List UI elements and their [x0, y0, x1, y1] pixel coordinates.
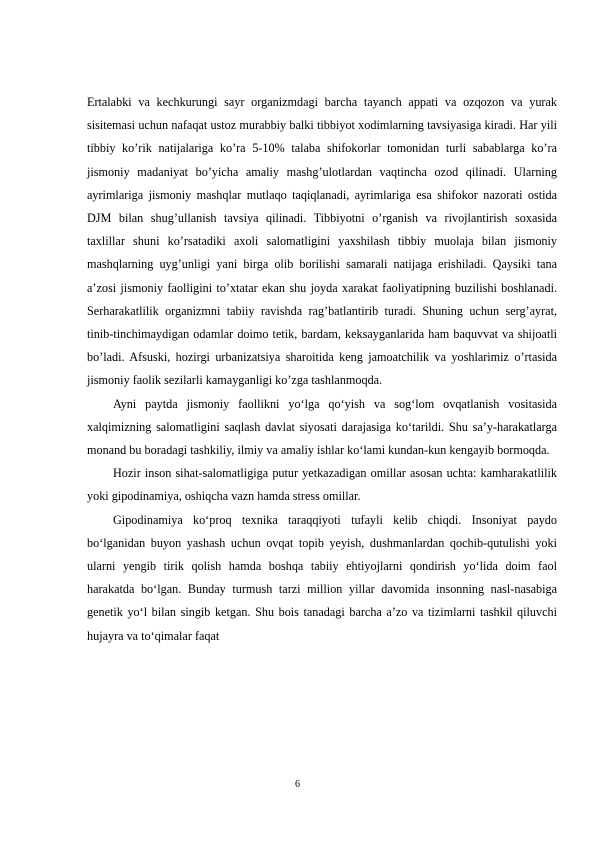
page-number: 6 [295, 779, 300, 790]
body-text [87, 91, 557, 648]
paragraph-3: Hozir inson sihat-salomatligiga putur yetkazadigan omillar asosan uchta: kamharakatlilik yoki gipodinamiya, oshiqcha vazn hamda stress omillar. [87, 466, 557, 504]
paragraph-4: Gipodinamiya ko‘proq texnika taraqqiyoti tufayli kelib chiqdi. Insoniyat paydo bo‘lganidan buyon yashash uchun ovqat topib yeyish, dushmanlardan qochib-qutulishi yoki ularni yengib tirik qolish hamda boshqa tabiiy ehtiyojlarni qondirish yo‘lida doim faol harakatda bo‘lgan. Bunday turmush tarzi million yillar davomida insonning nasl-nasabiga genetik yo‘l bilan singib ketgan. Shu bois tanadagi barcha a’zo va tizimlarni tashkil qiluvchi hujayra va to‘qimalar faqat [87, 512, 557, 643]
paragraph-1: Ertalabki va kechkurungi sayr organizmdagi barcha tayanch appati va ozqozon va yurak sisitemasi uchun nafaqat ustoz murabbiy balki tibbiyot xodimlarning tavsiyasiga kiradi. Har yili tibbiy ko’rik natijalariga ko’ra 5-10% talaba shifokorlar tomonidan turli sabablarga ko’ra jismoniy madaniyat bo’yicha amaliy mashg’ulotlardan vaqtincha ozod qilinadi. Ularning ayrimlariga jismoniy mashqlar mutlaqo taqiqlanadi, ayrimlariga esa shifokor nazorati ostida DJM bilan shug’ullanish tavsiya qilinadi. Tibbiyotni o’rganish va rivojlantirish soxasida taxlillar shuni ko’rsatadiki axoli salomatligini yaxshilash tibbiy muolaja bilan jismoniy mashqlarning uyg’unligi yani birga olib borilishi samarali natijaga erishiladi. Qaysiki tana a’zosi jismoniy faolligini to’xtatar ekan shu joyda xarakat faoliyatipning buzilishi boshlanadi. Serharakatlilik organizmni tabiiy ravishda rag’batlantirib turadi. Shuning uchun serg’ayrat, tinib-tinchimaydigan odamlar doimo tetik, bardam, keksayganlarida ham baquvvat va shijoatli bo’ladi. Afsuski, hozirgi urbanizatsiya sharoitida keng jamoatchilik va yoshlarimiz o’rtasida jismoniy faolik sezilarli kamayganligi ko’zga tashlanmoqda. [87, 95, 557, 388]
paragraph-2: Ayni paytda jismoniy faollikni yo‘lga qo‘yish va sog‘lom ovqatlanish vositasida xalqimizning salomatligini saqlash davlat siyosati darajasiga ko‘tarildi. Shu sa’y-harakatlarga monand bu boradagi tashkiliy, ilmiy va amaliy ishlar ko‘lami kundan-kun kengayib bormoqda. [87, 396, 557, 458]
